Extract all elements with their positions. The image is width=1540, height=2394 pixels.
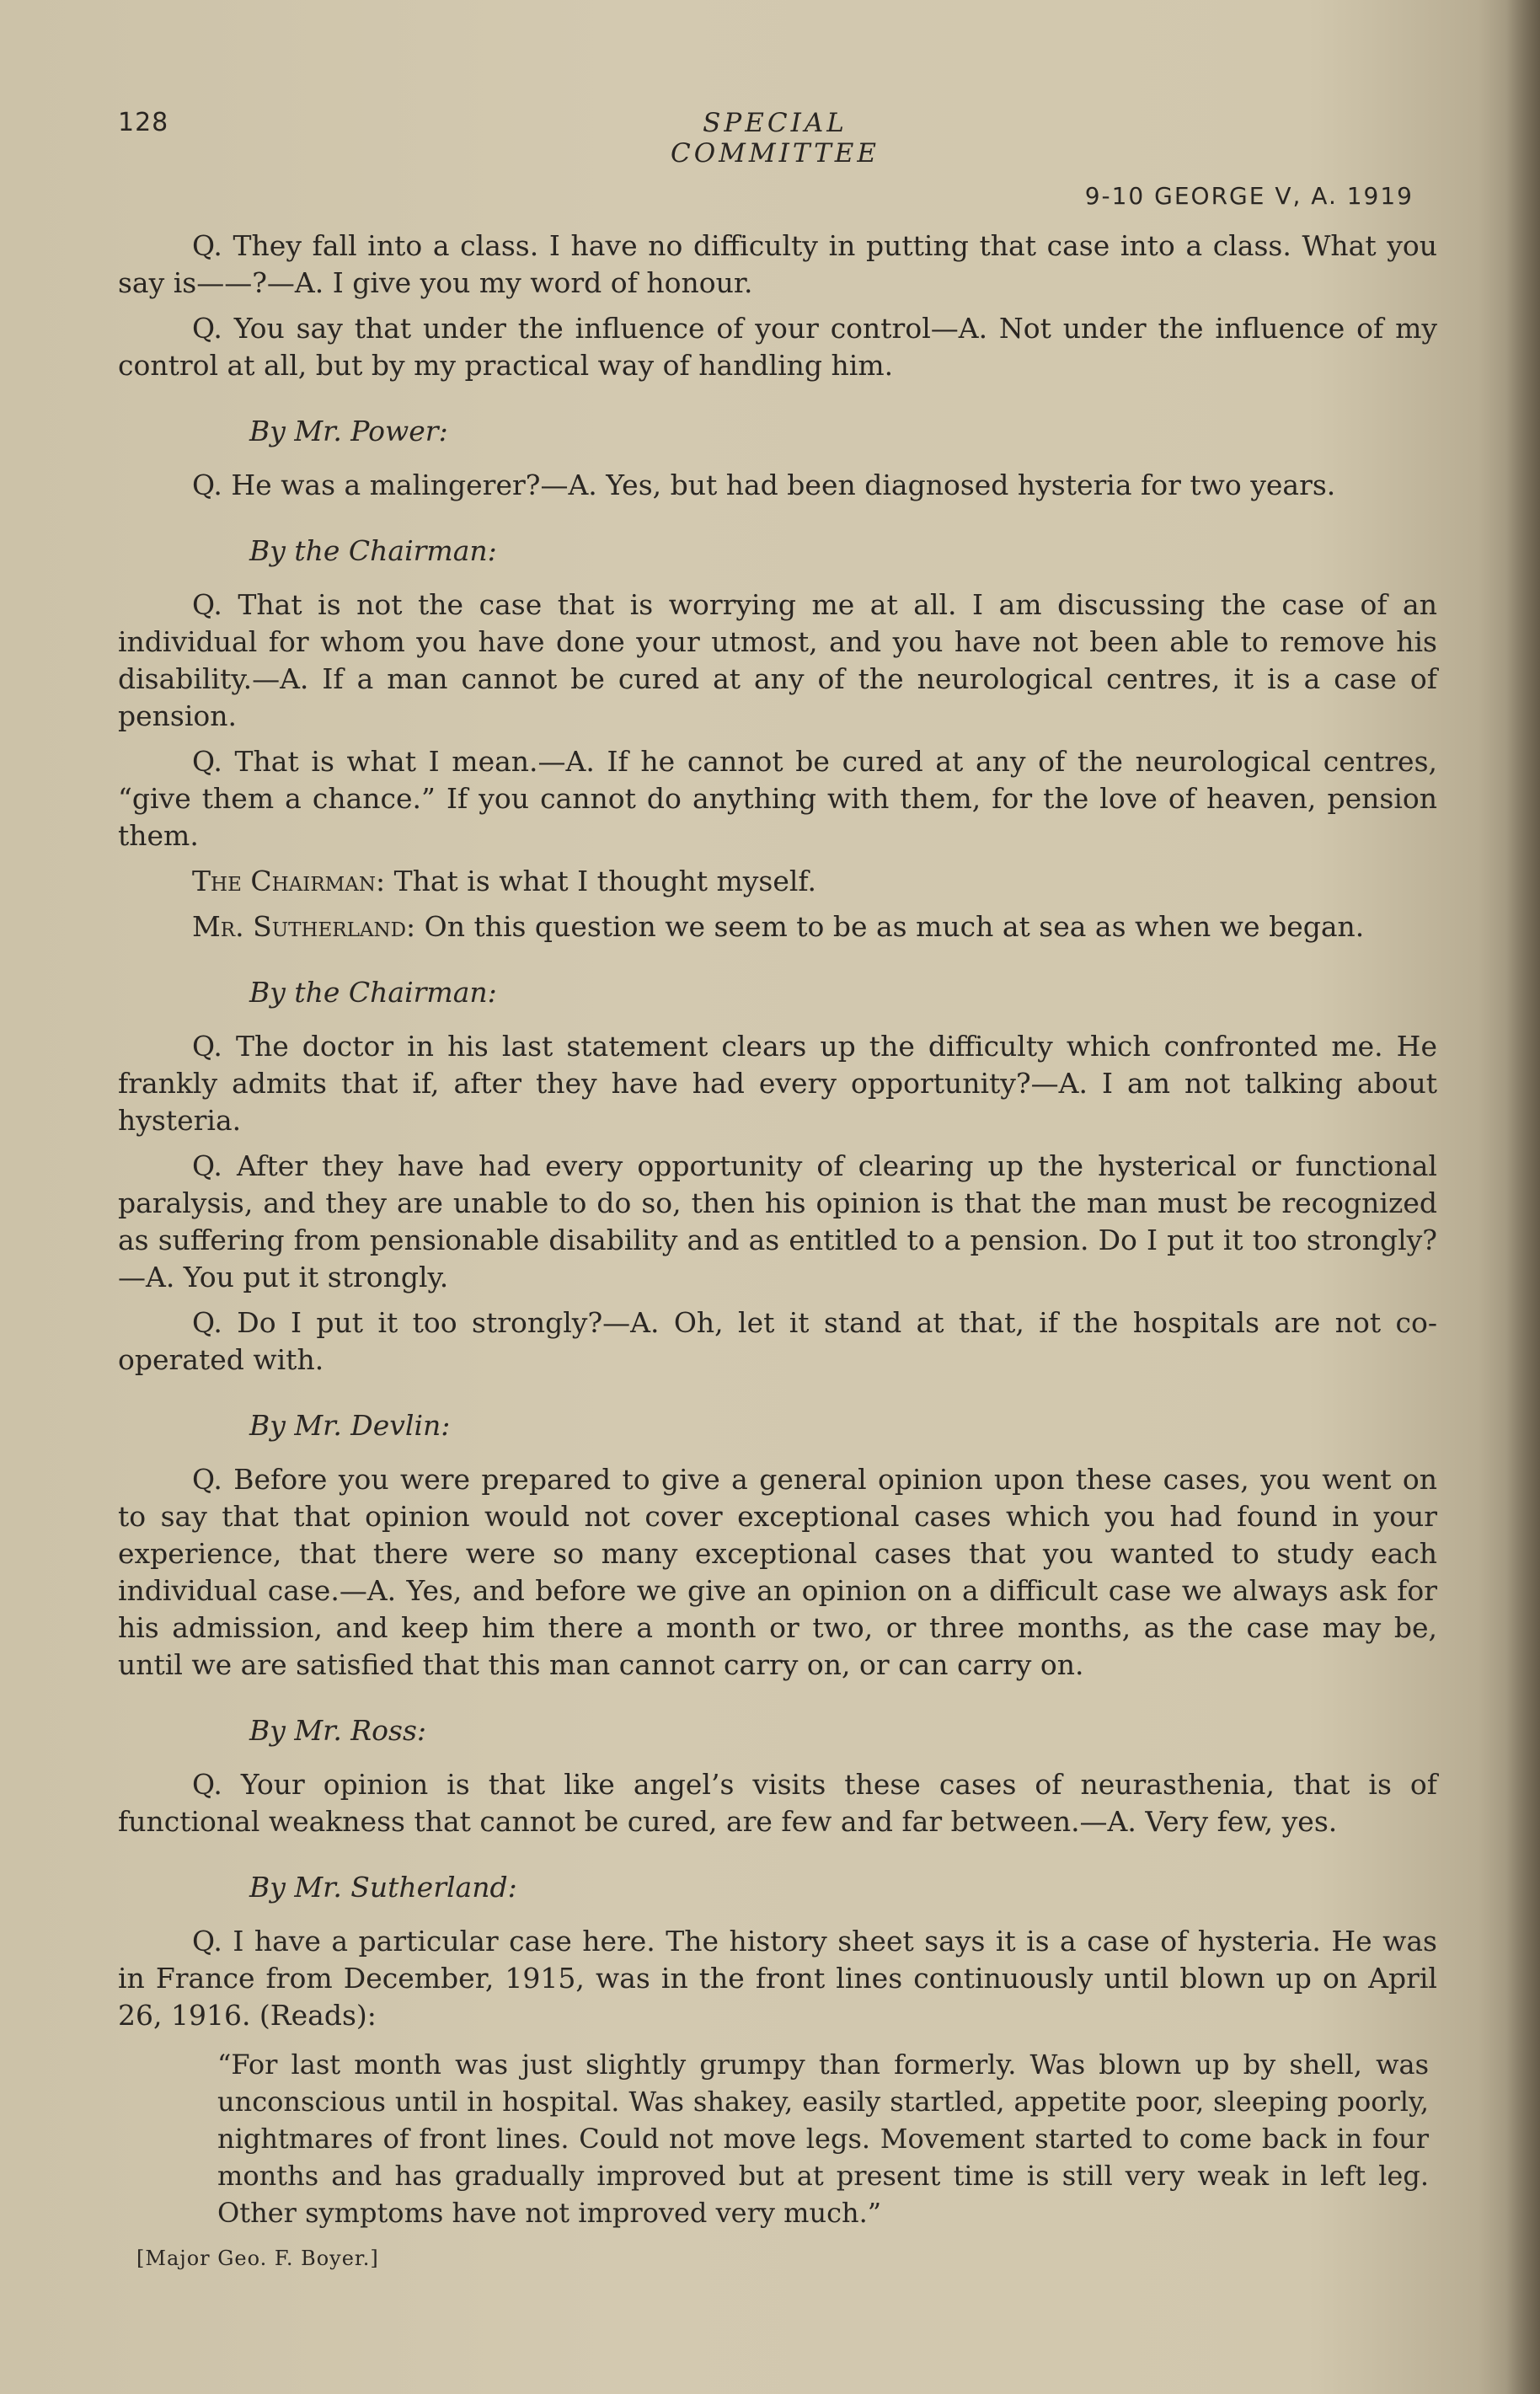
- statement-text: On this question we seem to be as much at sea as when we began.: [415, 910, 1365, 943]
- paragraph: Q. That is not the case that is worrying me at all. I am discussing the case of an individual for whom you have done your utmost, and you have not been able to remove his disability.—A. If a man cannot be cured at any of the neurological centres, it is a case of pension.: [118, 588, 1437, 732]
- paragraph: [118, 863, 1437, 900]
- paragraph: Q. After they have had every opportunity of clearing up the hysterical or functional paralysis, and they are unable to do so, then his opinion is that the man must be recognized as suffering from pensionable disability and as entitled to a pension. Do I put it too strongly?—A. You put it strongly.: [118, 1149, 1437, 1293]
- speaker-heading: By Mr. Sutherland:: [249, 1871, 517, 1904]
- page-header: [118, 108, 1432, 169]
- paragraph: Q. I have a particular case here. The history sheet says it is a case of hysteria. He was in France from December, 1915, was in the front lines continuously until blown up on April 26, 1916. (Reads):: [118, 1925, 1437, 2032]
- paragraph: [118, 908, 1437, 945]
- quoted-history-sheet: “For last month was just slightly grumpy than formerly. Was blown up by shell, was unconscious until in hospital. Was shakey, easily startled, appetite poor, sleeping poorly, nightmares of front lines. Could not move legs. Movement started to come back in four months and has gradually improved but at present time is still very weak in left leg. Other symptoms have not improved very much.”: [217, 2049, 1429, 2229]
- paragraph: Q. Your opinion is that like angel’s visits these cases of neurasthenia, that is of functional weakness that cannot be cured, are few and far between.—A. Very few, yes.: [118, 1768, 1437, 1838]
- page-number: 128: [118, 108, 169, 137]
- paragraph: Q. They fall into a class. I have no difficulty in putting that case into a class. What you say is——?—A. I give you my word of honour.: [118, 229, 1437, 299]
- paragraph: Q. That is what I mean.—A. If he cannot be cured at any of the neurological centres, “give them a chance.” If you cannot do anything with them, for the love of heaven, pension them.: [118, 745, 1437, 852]
- speaker-name: Mr. Sutherland:: [192, 910, 416, 943]
- paragraph: Q. The doctor in his last statement clears up the difficulty which confronted me. He frankly admits that if, after they have had every opportunity?—A. I am not talking about hysteria.: [118, 1030, 1437, 1137]
- speaker-heading: By the Chairman:: [249, 534, 497, 567]
- paragraph: Q. Do I put it too strongly?—A. Oh, let it stand at that, if the hospitals are not co-operated with.: [118, 1306, 1437, 1376]
- speaker-name: The Chairman:: [192, 865, 386, 897]
- paragraph: Q. He was a malingerer?—A. Yes, but had been diagnosed hysteria for two years.: [192, 469, 1336, 501]
- speaker-heading: By Mr. Power:: [249, 415, 448, 447]
- page-edge-shadow: [1506, 0, 1540, 2394]
- statement-text: That is what I thought myself.: [385, 865, 816, 897]
- speaker-heading: By Mr. Ross:: [249, 1714, 427, 1747]
- running-title: SPECIAL COMMITTEE: [670, 108, 880, 169]
- paragraph: Q. Before you were prepared to give a general opinion upon these cases, you went on to say that that opinion would not cover exceptional cases which you had found in your experience, that there were so many exceptional cases that you wanted to study each individual case.—A. Yes, and before we give an opinion on a difficult case we always ask for his admission, and keep him there a month or two, or three months, as the case may be, until we are satisfied that this man cannot carry on, or can carry on.: [118, 1463, 1437, 1681]
- session-label: 9-10 GEORGE V, A. 1919: [1084, 182, 1414, 210]
- speaker-heading: By the Chairman:: [249, 976, 497, 1009]
- speaker-heading: By Mr. Devlin:: [249, 1409, 451, 1442]
- paragraph: Q. You say that under the influence of your control—A. Not under the influence of my control at all, but by my practical way of handling him.: [118, 312, 1437, 382]
- transcript-body: [118, 228, 1437, 2277]
- witness-footnote: [Major Geo. F. Boyer.]: [136, 2247, 379, 2270]
